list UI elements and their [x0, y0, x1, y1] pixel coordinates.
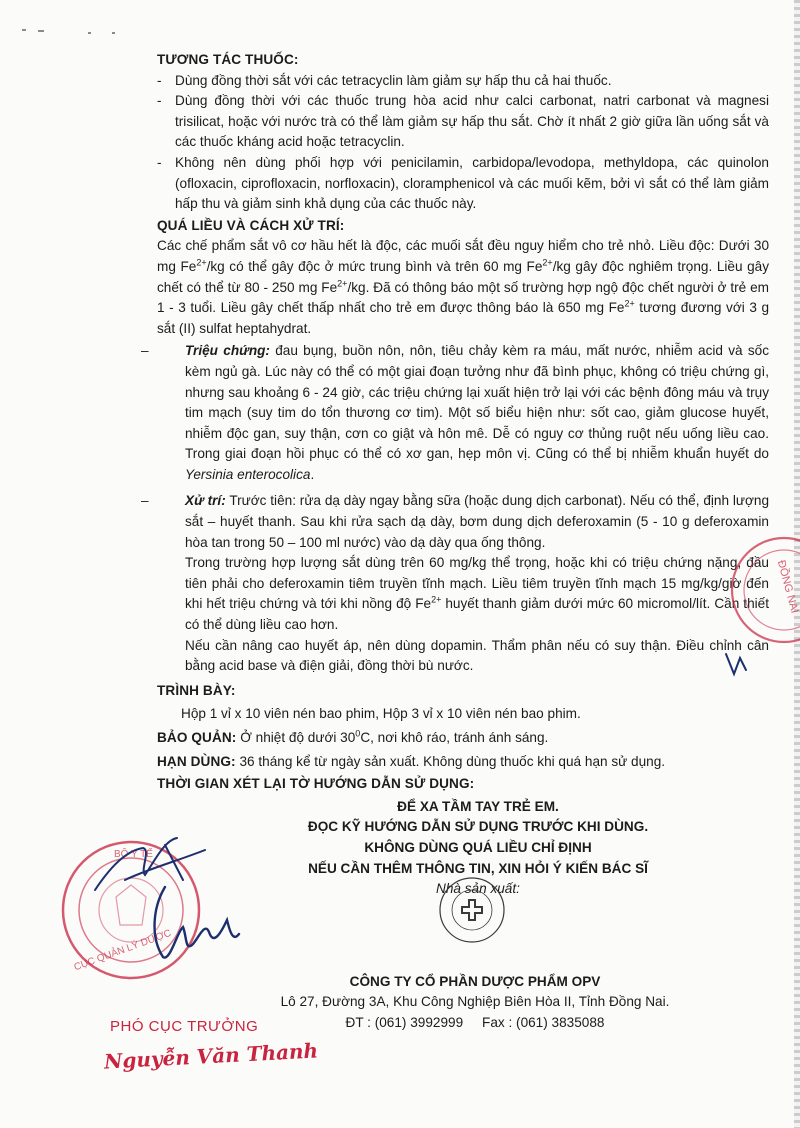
warning-line: ĐỌC KỸ HƯỚNG DẪN SỬ DỤNG TRƯỚC KHI DÙNG.: [307, 819, 649, 835]
treatment-item: – Xử trí: Trước tiên: rửa dạ dày ngay bằng sữa (hoặc dung dịch carbonat). Nếu có thể, định lượng sắt – huyết thanh. Sau khi rửa sạch dạ dày, bơm dung dịch deferoxamin (5 - 10 g deferoxamin hòa tan trong 50 – 100 ml nước) vào dạ dày qua ống thông.: [141, 493, 770, 550]
review-heading: THỜI GIAN XÉT LẠI TỜ HƯỚNG DẪN SỬ DỤNG:: [157, 776, 475, 792]
manufacturer-name: CÔNG TY CỔ PHẦN DƯỢC PHẨM OPV: [349, 973, 601, 989]
svg-text:ĐỒNG NAI: ĐỒNG NAI: [774, 558, 800, 615]
symptoms-item: – Triệu chứng: đau bụng, buồn nôn, nôn, tiêu chảy kèm ra máu, mất nước, nhiễm acid và sốc kèm ngủ gà. Lúc này có thể có một giai đoạn tưởng như đã bình phục, không có triệu chứng gì, nhưng sau khoảng 6 - 24 giờ, các triệu chứng lại xuất hiện trở lại với các bệnh đông máu và trụy tim mạch (suy tim do tổn thương cơ tim). Một số biểu hiện như: sốt cao, giảm glucose huyết, nhiễm độc gan, suy thận, cơn co giật và hôn mê. Dễ có nguy cơ thủng ruột nếu uống liều cao. Trong giai đoạn hồi phục có thể có xơ gan, hẹp môn vị. Cũng có thể bị nhiễm khuẩn huyết do Yersinia enterocolica.: [141, 343, 770, 482]
svg-text:CỤC QUẢN LÝ DƯỢC: CỤC QUẢN LÝ DƯỢC: [72, 927, 173, 974]
svg-text:BỘ Y TẾ: BỘ Y TẾ: [114, 849, 153, 860]
signatory-name: Nguyễn Văn Thanh: [103, 1038, 319, 1074]
fax-number: Fax : (061) 3835088: [482, 1014, 605, 1030]
species-name: Yersinia enterocolica: [185, 466, 311, 482]
signature-icon: [135, 882, 245, 972]
overdose-heading: QUÁ LIỀU VÀ CÁCH XỬ TRÍ:: [157, 217, 345, 233]
scan-mark: [88, 32, 91, 34]
initials-icon: [722, 648, 752, 678]
overdose-intro: Các chế phẩm sắt vô cơ hầu hết là độc, các muối sắt đều nguy hiểm cho trẻ nhỏ. Liều độc: Dưới 30 mg $Fe^{2+}/kg$ có thể gây độc ở mức trung bình và trên 60 mg $Fe^{2+}/kg$ gây độc nghiêm trọng. Liều gây chết có thể từ 80 - 250 mg $Fe^{2+}/kg$. Đã có thông báo một số trường hợp ngộ độc chết người ở trẻ em 1 - 3 tuổi. Liều gây chết thấp nhất cho trẻ em được thông báo là 650 mg $Fe^{2+}$ tương đương với 3 g sắt (II) sulfat heptahydrat.: [157, 238, 770, 336]
symptoms-label: Triệu chứng:: [185, 343, 270, 359]
company-seal-icon: [437, 875, 507, 945]
phone-number: ĐT : (061) 3992999: [345, 1014, 464, 1030]
warning-line: ĐỂ XA TẦM TAY TRẺ EM.: [397, 798, 559, 814]
interaction-item: - Dùng đồng thời sắt với các tetracyclin làm giảm sự hấp thu cả hai thuốc.: [157, 72, 612, 88]
expiry-line: HẠN DÙNG: 36 tháng kể từ ngày sản xuất. Không dùng thuốc khi quá hạn sử dụng.: [157, 753, 666, 769]
signatory-title: PHÓ CỤC TRƯỞNG: [110, 1018, 259, 1035]
warning-line: NẾU CẦN THÊM THÔNG TIN, XIN HỎI Ý KIẾN BÁC SĨ: [308, 860, 648, 876]
presentation-heading: TRÌNH BÀY:: [157, 682, 236, 698]
manufacturer-label: Nhà sản xuất:: [436, 881, 520, 897]
scan-mark: [22, 29, 26, 31]
interaction-item: - Dùng đồng thời với các thuốc trung hòa acid như calci carbonat, natri carbonat và magnesi trisilicat, hoặc với nước trà có thể làm giảm sự hấp thu sắt. Chờ ít nhất 2 giờ giữa lần uống sắt và các thuốc kháng acid hoặc tetracyclin.: [157, 93, 769, 150]
storage-line: BẢO QUẢN: Ở nhiệt độ dưới $30^0C$, nơi khô ráo, tránh ánh sáng.: [157, 728, 549, 745]
interaction-heading: TƯƠNG TÁC THUỐC:: [157, 52, 299, 67]
interaction-item: - Không nên dùng phối hợp với penicilamin, carbidopa/levodopa, methyldopa, các quinolon (ofloxacin, ciprofloxacin, norfloxacin), cloramphenicol và các muối kẽm, bởi vì sắt có thể làm giảm hấp thu và giảm sinh khả dụng của các thuốc này.: [157, 154, 769, 212]
scan-mark: [38, 30, 44, 32]
province-seal-icon: [712, 520, 800, 660]
presentation-text: Hộp 1 vỉ x 10 viên nén bao phim, Hộp 3 vỉ x 10 viên nén bao phim.: [181, 706, 581, 722]
scan-mark: [112, 32, 115, 34]
manufacturer-address: Lô 27, Đường 3A, Khu Công Nghiệp Biên Hòa II, Tỉnh Đồng Nai.: [280, 994, 670, 1010]
warning-line: KHÔNG DÙNG QUÁ LIỀU CHỈ ĐỊNH: [364, 839, 592, 855]
treatment-label: Xử trí:: [185, 493, 226, 509]
treatment-paragraph: Trong trường hợp lượng sắt dùng trên 60 mg/kg thể trọng, hoặc khi có triệu chứng nặng, đầu tiên phải cho deferoxamin tiêm truyền tĩnh mạch. Liều tiêm truyền tĩnh mạch 15 mg/kg/giờ đến khi hết triệu chứng và tới khi nồng độ $Fe^{2+}$ huyết thanh giảm dưới mức 60 micromol/lít. Cần thiết có thể dùng liều cao hơn.: [185, 555, 769, 633]
treatment-paragraph: Nếu cần nâng cao huyết áp, nên dùng dopamin. Thẩm phân nếu có suy thận. Điều chỉnh cân bằng acid base và điện giải, đồng thời bù nước.: [185, 637, 769, 674]
